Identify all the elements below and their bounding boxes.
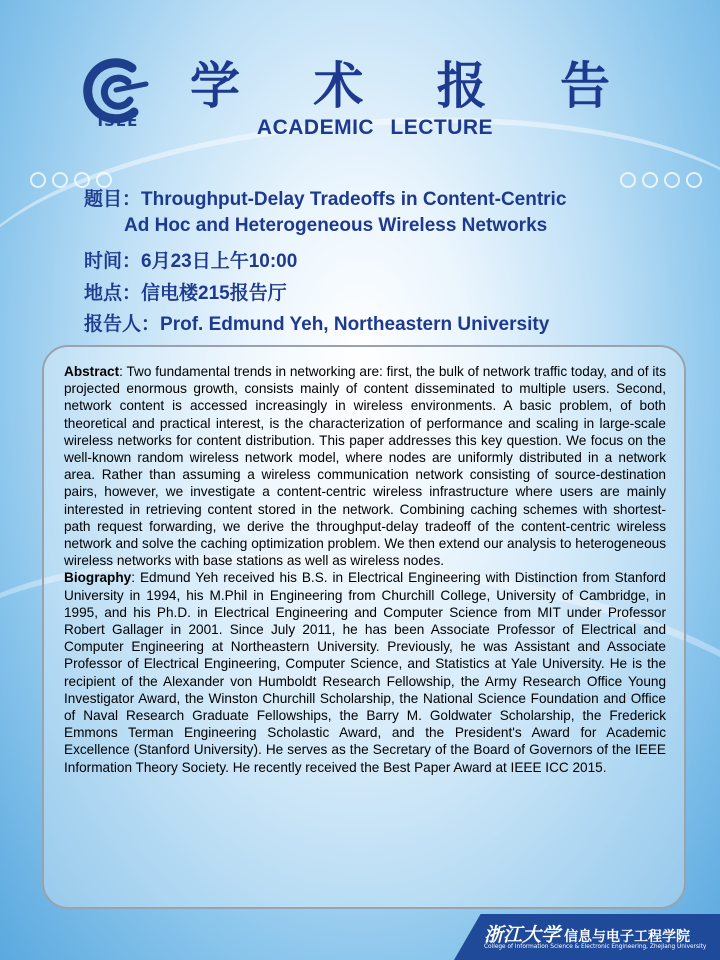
topic-value: Throughput-Delay Tradeoffs in Content-Centric <box>141 189 567 210</box>
abstract-text: : Two fundamental trends in networking are: first, the bulk of network traffic today, and of its projected enormous growth, consists mainly of content disseminated to multiple users. Second, network content is accessed increasingly in wireless environments. A basic problem, of both theoretical and practical interest, is the characterization of performance and scaling in large-scale wireless networks for content distribution. This paper addresses this key question. We focus on the well-known random wireless network model, where nodes are uniformly distributed in a network area. Rather than assuming a wireless communication network consisting of source-destination pairs, however, we investigate a content-centric wireless infrastructure where users are mainly interested in retrieving content stored in the network. Combining caching schemes with shortest-path request forwarding, we derive the throughput-delay tradeoff of the content-centric wireless network and solve the caching optimization problem. We then extend our analysis to heterogeneous wireless networks with base stations as well as wireless nodes. <box>64 364 666 569</box>
abstract-label: Abstract <box>64 364 120 379</box>
college-name-cn: 信息与电子工程学院 <box>564 929 691 945</box>
biography-label: Biography <box>64 570 132 586</box>
place-label: 地点： <box>84 282 142 304</box>
page-title-cn <box>190 58 610 114</box>
content-panel <box>42 345 686 909</box>
biography-paragraph <box>64 569 666 775</box>
speaker-label: 报告人： <box>84 313 161 335</box>
speaker-value: Prof. Edmund Yeh, Northeastern University <box>160 314 550 335</box>
topic-line-2: Ad Hoc and Heterogeneous Wireless Networks <box>124 215 548 236</box>
topic-label: 题目： <box>84 188 142 210</box>
university-calligraphy: 浙江大学 <box>484 924 561 946</box>
title-char: 报 <box>436 57 487 115</box>
speaker-line <box>84 309 549 336</box>
abstract-paragraph <box>64 363 666 569</box>
biography-text: : Edmund Yeh received his B.S. in Electrical Engineering with Distinction from Stanford University in 1994, his M.Phil in Engineering from Churchill College, University of Cambridge, in 1995, and his Ph.D. in Electrical Engineering and Computer Science from MIT under Professor Robert Gallager in 2001. Since July 2011, he has been Associate Professor of Electrical and Computer Engineering at Northeastern University. Previously, he was Assistant and Associate Professor of Electrical Engineering, Computer Science, and Statistics at Yale University. He is the recipient of the Alexander von Humboldt Research Fellowship, the Army Research Office Young Investigator Award, the Winston Churchill Scholarship, the National Science Foundation and Office of Naval Research Graduate Fellowships, the Barry M. Goldwater Scholarship, the Frederick Emmons Terman Engineering Scholastic Award, and the President's Award for Academic Excellence (Stanford University). He serves as the Secretary of the Board of Governors of the IEEE Information Theory Society. He recently received the Best Paper Award at IEEE ICC 2015. <box>64 570 666 775</box>
place-line <box>84 278 287 305</box>
time-value: 6月23日上午10:00 <box>141 251 298 272</box>
time-label: 时间： <box>84 250 142 272</box>
college-name-en: College of Information Science & Electronic Engineering, Zhejiang University <box>484 944 707 950</box>
time-line <box>84 246 297 273</box>
title-char: 告 <box>559 57 610 115</box>
place-value: 信电楼215报告厅 <box>141 283 287 304</box>
decorative-circles-right <box>620 172 702 186</box>
title-char: 术 <box>313 57 364 115</box>
topic-line <box>84 184 566 211</box>
footer-college-cn <box>484 920 714 947</box>
logo-text: ISEE <box>97 112 139 130</box>
panel-text <box>64 363 666 776</box>
page-title-en: ACADEMIC LECTURE <box>256 116 494 139</box>
title-char: 学 <box>190 57 240 115</box>
